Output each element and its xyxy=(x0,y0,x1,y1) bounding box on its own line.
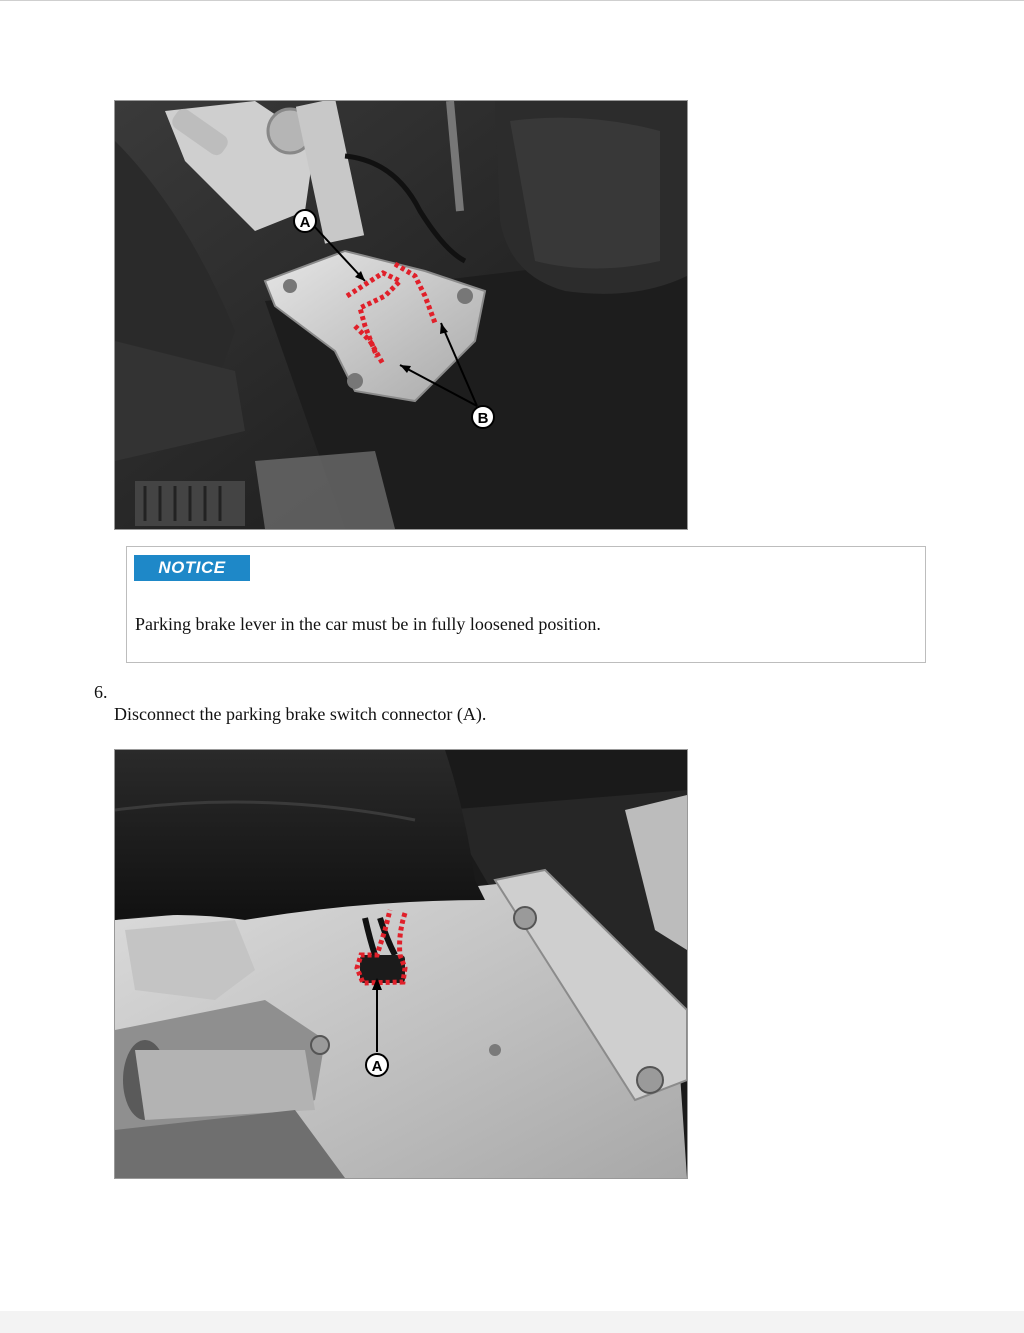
parking-brake-mount-photo xyxy=(114,100,688,530)
callout-a-label: A xyxy=(299,214,311,231)
callout-b-label: B xyxy=(477,410,489,427)
callout-a-label: A xyxy=(371,1058,383,1075)
step-number: 6. xyxy=(94,682,108,702)
page-top-border xyxy=(0,0,1024,1)
switch-connector-photo xyxy=(114,749,688,1179)
notice-box xyxy=(126,546,926,663)
notice-badge: NOTICE xyxy=(134,555,250,581)
notice-text: Parking brake lever in the car must be in fully loosened position. xyxy=(135,614,601,634)
step-instruction: Disconnect the parking brake switch connector (A). xyxy=(114,704,487,724)
page-bottom-band xyxy=(0,1311,1024,1333)
